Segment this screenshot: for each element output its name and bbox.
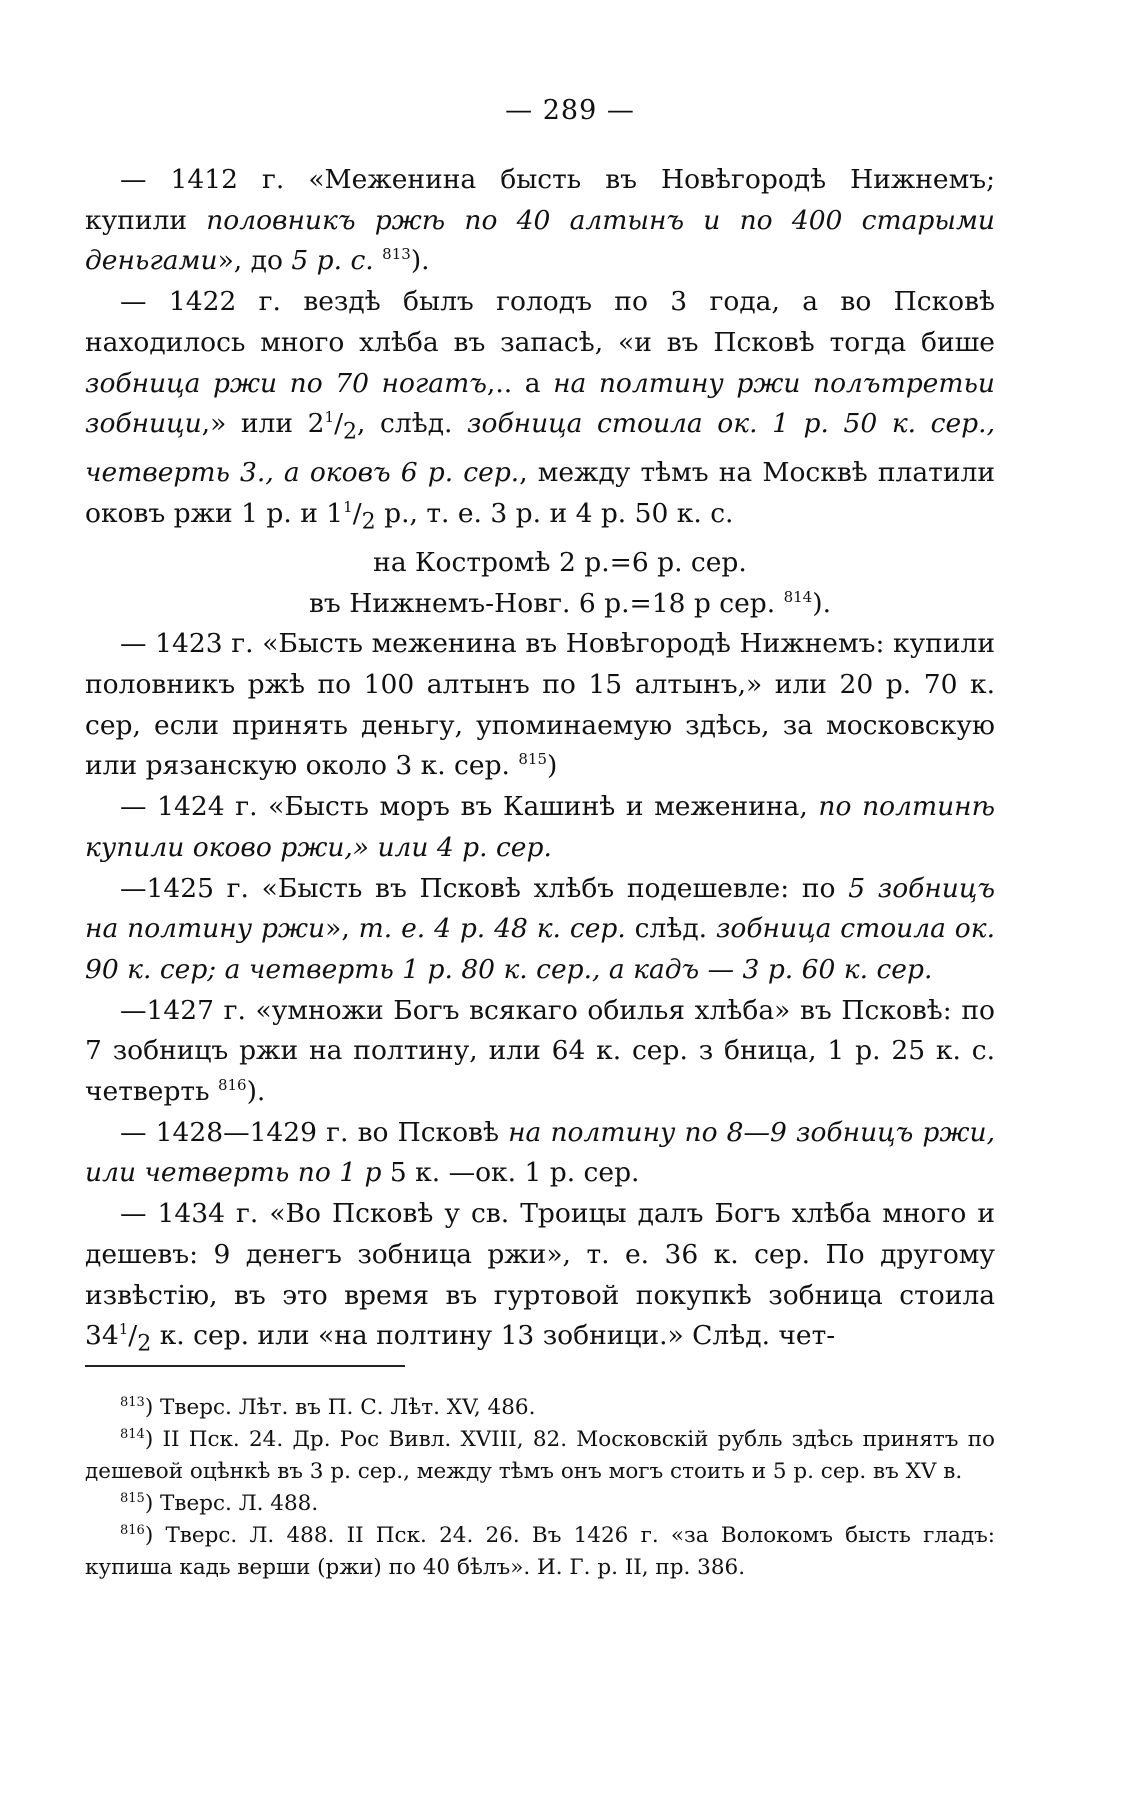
footnote-mark: 815 xyxy=(120,1490,145,1506)
entry-italic: 5 зобницъ на полтину ржи xyxy=(85,872,996,945)
entry-text: — 1428—1429 г. во Псковѣ xyxy=(120,1116,509,1148)
entry-text: — 1412 г. «Меженина бысть въ Новѣгородѣ Нижнемъ; купили xyxy=(85,164,995,236)
entry-1427 xyxy=(85,991,995,1113)
entry-1434: — 1434 г. «Во Псковѣ у св. Троицы далъ Богъ хлѣба много и дешевъ: 9 денегъ зобница ржи», т. е. 36 к. сер. По другому извѣстію, въ это время въ гуртовой покупкѣ зобница стоила $34^1/_2$ к. сер. или «на полтину 13 зобници.» Слѣд. чет- xyxy=(85,1198,995,1357)
entry-text: —1427 г. «умножи Богъ всякаго обилья хлѣба» въ Псковѣ: по 7 зобницъ ржи на полтину, или 64 к. сер. з бница, 1 р. 25 к. с. четверть xyxy=(85,994,995,1108)
footnote-text: ) Тверс. Л. 488. II Пск. 24. 26. Въ 1426 г. «за Волокомъ бысть гладъ: купиша кадь верши (ржи) по 40 бѣлъ». И. Г. р. II, пр. 386. xyxy=(85,1523,995,1580)
entry-text: — 1434 г. «Во Псковѣ у св. Троицы далъ Богъ хлѣба много и дешевъ: 9 денегъ зобница ржи», т. е. 36 к. сер. По другому извѣстію, въ это время въ гуртовой покупкѣ зобница стоила 34 xyxy=(85,1198,995,1352)
footnote-mark: 816 xyxy=(120,1522,145,1538)
footnote-816 xyxy=(85,1520,995,1584)
entry-text: », xyxy=(325,913,359,945)
entry-italic: зобница стоила ок. 1 р. 50 к. сер., четверть 3., а оковъ 6 р. сер. xyxy=(85,408,995,489)
entry-1423 xyxy=(85,624,995,787)
entry-text: ). xyxy=(246,1076,266,1108)
footnote-813 xyxy=(85,1392,995,1424)
fraction-denominator: 2 xyxy=(361,509,376,535)
footnote-text: ) Тверс. Л. 488. xyxy=(144,1491,319,1516)
entry-1428 xyxy=(85,1113,995,1194)
entry-text: к. сер. или «на полтину 13 зобници.» Слѣд. чет- xyxy=(151,1320,836,1352)
entry-1425 xyxy=(85,869,995,991)
price-line-kostroma: на Костромѣ 2 р.=6 р. сер. xyxy=(373,546,747,578)
entry-text: — 1423 г. «Бысть меженина въ Новѣгородѣ Нижнемъ: купили половникъ ржѣ по 100 алтынъ по 15 алтынъ,» или 20 р. 70 к. сер, если принять деньгу, упоминаемую здѣсь, за московскую или рязанскую около 3 к. сер. xyxy=(85,628,995,782)
fraction-denominator: 2 xyxy=(137,1331,152,1357)
entry-text: въ Нижнемъ-Новг. 6 р.=18 р сер. xyxy=(309,587,784,619)
entry-italic: зобница ржи по 70 ногатъ xyxy=(85,367,487,399)
entry-text: ,» или 2 xyxy=(201,408,325,440)
entry-italic: 5 р. с. xyxy=(291,245,374,277)
fraction-numerator: 1 xyxy=(324,408,335,427)
footnote-ref-816[interactable]: 816 xyxy=(217,1076,247,1095)
main-text xyxy=(85,160,995,1365)
entry-italic: половникъ ржѣ по 40 алтынъ и по 400 старыми деньгами xyxy=(85,204,995,277)
entry-italic: на полтину ржи полътретьи зобници xyxy=(85,367,995,440)
footnote-815 xyxy=(85,1488,995,1520)
entry-text: ) xyxy=(547,750,558,782)
footnotes xyxy=(85,1392,995,1584)
entry-italic: т. е. 4 р. 48 к. сер. xyxy=(358,913,626,945)
fraction-numerator: 1 xyxy=(343,498,353,517)
entry-text: слѣд. xyxy=(625,913,716,945)
footnote-mark: 813 xyxy=(120,1394,145,1410)
price-line-nizhny xyxy=(85,584,995,625)
entry-1424 xyxy=(85,787,995,868)
footnote-text: ) Тверс. Лѣт. въ П. С. Лѣт. XV, 486. xyxy=(144,1395,536,1420)
entry-text: р., т. е. 3 р. и 4 р. 50 к. с. xyxy=(375,497,734,529)
entry-text: 5 к. —ок. 1 р. сер. xyxy=(381,1157,640,1189)
entry-text: ,.. а xyxy=(486,367,554,399)
entry-text: , слѣд. xyxy=(357,408,468,440)
footnote-ref-815[interactable]: 815 xyxy=(518,750,548,769)
entry-italic: зобница стоила ок. 90 к. сер; а четверть 1 р. 80 к. сер., а кадъ — 3 р. 60 к. сер. xyxy=(85,913,996,985)
footnote-text: ) II Пск. 24. Др. Рос Вивл. XVIII, 82. Московскій рубль здѣсь принятъ по дешевой оцѣнкѣ въ 3 р. сер., между тѣмъ онъ могъ стоить и 5 р. сер. въ XV в. xyxy=(85,1427,995,1484)
entry-text xyxy=(374,245,382,276)
fraction-denominator: 2 xyxy=(343,419,358,445)
entry-italic: по полтинѣ купили оково ржи,» или 4 р. сер. xyxy=(85,791,995,863)
footnote-ref-814[interactable]: 814 xyxy=(783,587,813,606)
page-number: — 289 — xyxy=(505,95,635,126)
footnote-ref-813[interactable]: 813 xyxy=(382,245,411,264)
fraction-numerator: 1 xyxy=(118,1320,129,1339)
entry-text: — 1424 г. «Бысть моръ въ Кашинѣ и меженина, xyxy=(120,791,819,823)
entry-1422: — 1422 г. вездѣ былъ голодъ по 3 года, а во Псковѣ находилось много хлѣба въ запасѣ, «и въ Псковѣ тогда бише зобница ржи по 70 ногатъ,.. а на полтину ржи полътретьи зобници,» или $2^1/_2$, слѣд. зобница стоила ок. 1 р. 50 к. сер., четверть 3., а оковъ 6 р. сер., между тѣмъ на Москвѣ платили оковъ ржи 1 р. и $1^1/_2$ р., т. е. 3 р. и 4 р. 50 к. с. xyxy=(85,286,995,535)
footnote-divider xyxy=(85,1365,405,1367)
entry-text: —1425 г. «Бысть въ Псковѣ хлѣбъ подешевле: по xyxy=(120,872,849,904)
footnote-814 xyxy=(85,1424,995,1488)
entry-text: ). xyxy=(812,587,831,619)
entry-italic: на полтину по 8—9 зобницъ ржи, или четверть по 1 р xyxy=(85,1116,995,1189)
entry-text: », до xyxy=(217,245,292,277)
entry-text: ). xyxy=(410,245,430,277)
entry-1412 xyxy=(85,160,995,282)
footnote-mark: 814 xyxy=(120,1426,145,1442)
entry-text: — 1422 г. вездѣ былъ голодъ по 3 года, а во Псковѣ находилось много хлѣба въ запасѣ, «и въ Псковѣ тогда бише xyxy=(85,286,995,358)
entry-text: , между тѣмъ на Москвѣ платили оковъ ржи 1 р. и 1 xyxy=(85,457,995,529)
